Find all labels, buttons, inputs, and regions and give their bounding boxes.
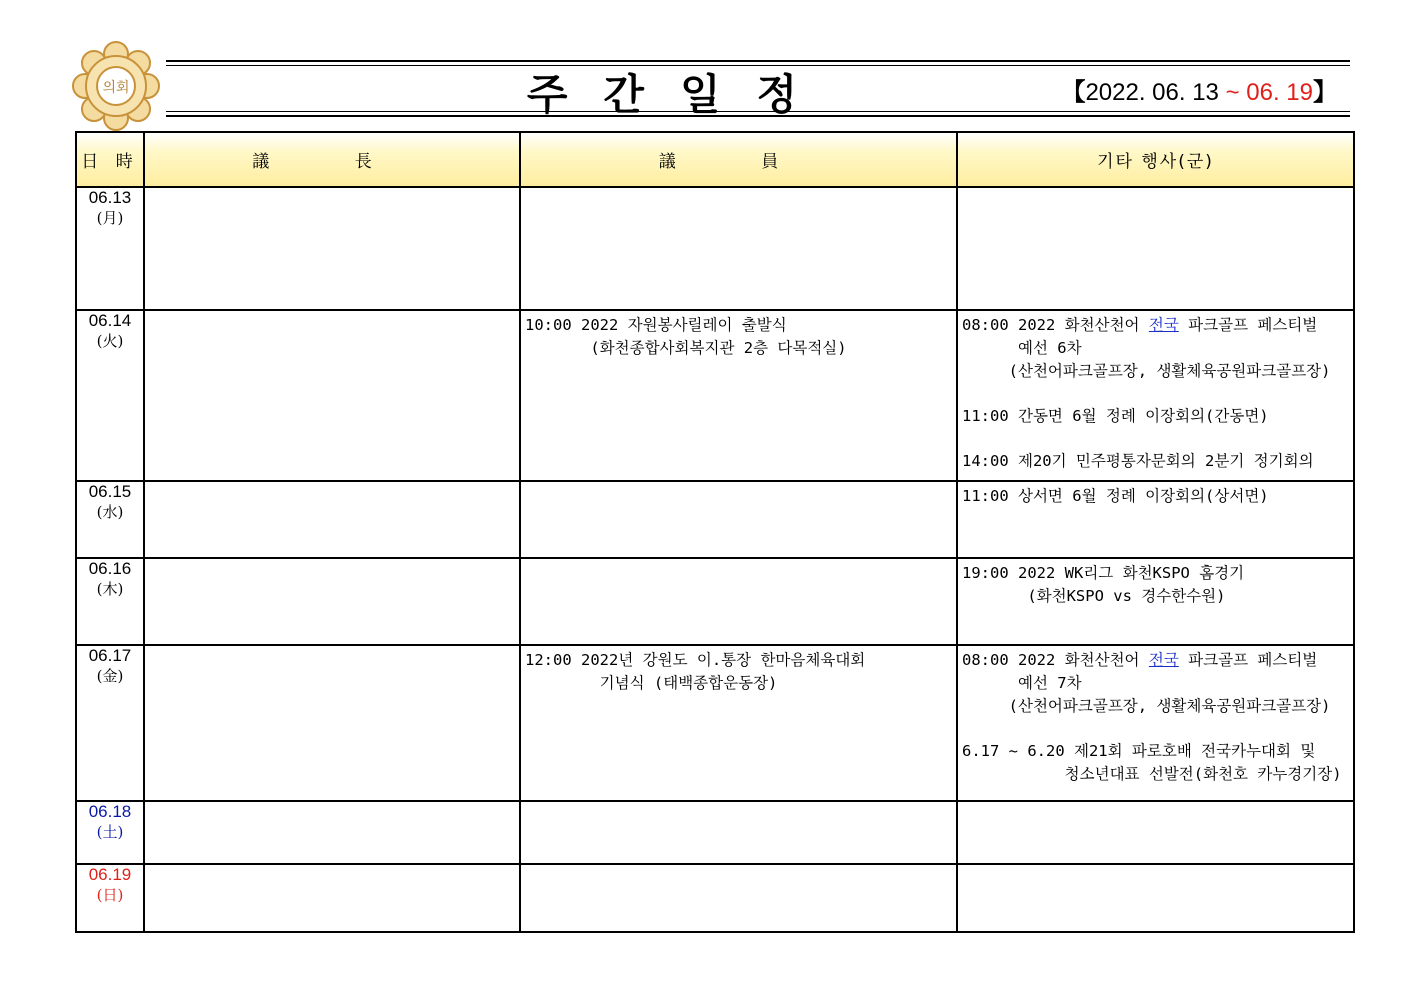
col-header-chair: 議 長 — [144, 132, 520, 187]
date-weekday: (火) — [96, 332, 124, 350]
event-line: 6.17 ~ 6.20 제21회 파로호배 전국카누대회 및 — [962, 742, 1316, 760]
event-line — [962, 649, 1349, 672]
schedule-table — [75, 131, 1355, 933]
range-open: 【 — [1061, 79, 1086, 106]
event-link[interactable]: 전국 — [1148, 316, 1179, 334]
member-cell — [520, 864, 957, 932]
chair-cell — [144, 481, 520, 558]
date-weekday: (水) — [96, 503, 124, 521]
event-line: (산천어파크골프장, 생활체육공원파크골프장) — [962, 697, 1331, 715]
page-title: 주간일정 — [526, 70, 834, 119]
table-row — [76, 481, 1354, 558]
event-text: 파크골프 페스티벌 — [1178, 651, 1318, 669]
event-line: 11:00 상서면 6월 정례 이장회의(상서면) — [962, 487, 1269, 505]
chair-cell — [144, 645, 520, 801]
range-end: 06. 19 — [1246, 79, 1313, 106]
range-sep: ~ — [1218, 79, 1247, 106]
chair-cell — [144, 187, 520, 310]
event-line: 예선 6차 — [962, 339, 1082, 357]
date-cell — [76, 310, 144, 481]
table-row — [76, 310, 1354, 481]
date-cell — [76, 801, 144, 864]
event-text: 08:00 2022 화천산천어 — [962, 651, 1149, 669]
date-number: 06.16 — [88, 559, 132, 578]
date-weekday: (木) — [96, 580, 124, 598]
chair-cell — [144, 864, 520, 932]
event-line — [962, 314, 1349, 337]
table-row — [76, 864, 1354, 932]
etc-cell — [957, 310, 1354, 481]
date-number: 06.18 — [88, 802, 132, 821]
header-row — [76, 132, 1354, 187]
chair-cell — [144, 558, 520, 645]
event-line: (산천어파크골프장, 생활체육공원파크골프장) — [962, 362, 1331, 380]
event-text: 08:00 2022 화천산천어 — [962, 316, 1149, 334]
event-line: (화천KSPO vs 경수한수원) — [962, 587, 1226, 605]
member-cell — [520, 187, 957, 310]
event-line: 19:00 2022 WK리그 화천KSPO 홈경기 — [962, 564, 1245, 582]
event-line: (화천종합사회복지관 2층 다목적실) — [525, 339, 847, 357]
table-row — [76, 801, 1354, 864]
event-line: 10:00 2022 자원봉사릴레이 출발식 — [525, 316, 787, 334]
table-row — [76, 558, 1354, 645]
chair-cell — [144, 801, 520, 864]
date-range — [1061, 72, 1337, 107]
event-line: 예선 7차 — [962, 674, 1082, 692]
table-row — [76, 187, 1354, 310]
etc-cell — [957, 864, 1354, 932]
col-header-member: 議 員 — [520, 132, 957, 187]
date-number: 06.14 — [88, 311, 132, 330]
event-line: 14:00 제20기 민주평통자문회의 2분기 정기회의 — [962, 452, 1314, 470]
date-number: 06.17 — [88, 646, 132, 665]
chair-cell — [144, 310, 520, 481]
date-number: 06.19 — [88, 865, 132, 884]
member-cell — [520, 481, 957, 558]
event-text: 파크골프 페스티벌 — [1178, 316, 1318, 334]
date-cell — [76, 864, 144, 932]
col-header-etc: 기타 행사(군) — [957, 132, 1354, 187]
date-cell — [76, 558, 144, 645]
council-logo — [70, 40, 162, 132]
logo-text: 의회 — [102, 80, 130, 96]
range-close: 】 — [1313, 79, 1337, 106]
member-cell — [520, 645, 957, 801]
member-cell — [520, 558, 957, 645]
event-line: 기념식 (태백종합운동장) — [525, 674, 778, 692]
date-cell — [76, 187, 144, 310]
etc-cell — [957, 801, 1354, 864]
date-weekday: (日) — [96, 886, 124, 904]
member-cell — [520, 801, 957, 864]
etc-cell — [957, 481, 1354, 558]
range-start: 2022. 06. 13 — [1085, 79, 1219, 106]
table-row — [76, 645, 1354, 801]
col-header-date: 日 時 — [76, 132, 144, 187]
date-cell — [76, 481, 144, 558]
etc-cell — [957, 187, 1354, 310]
date-cell — [76, 645, 144, 801]
date-weekday: (月) — [96, 209, 124, 227]
event-line: 12:00 2022년 강원도 이.통장 한마음체육대회 — [525, 651, 866, 669]
event-link[interactable]: 전국 — [1148, 651, 1179, 669]
date-number: 06.13 — [88, 188, 132, 207]
date-number: 06.15 — [88, 482, 132, 501]
etc-cell — [957, 645, 1354, 801]
date-weekday: (土) — [96, 823, 124, 841]
date-weekday: (金) — [96, 667, 124, 685]
member-cell — [520, 310, 957, 481]
event-line: 청소년대표 선발전(화천호 카누경기장) — [962, 765, 1342, 783]
event-line: 11:00 간동면 6월 정례 이장회의(간동면) — [962, 407, 1269, 425]
etc-cell — [957, 558, 1354, 645]
